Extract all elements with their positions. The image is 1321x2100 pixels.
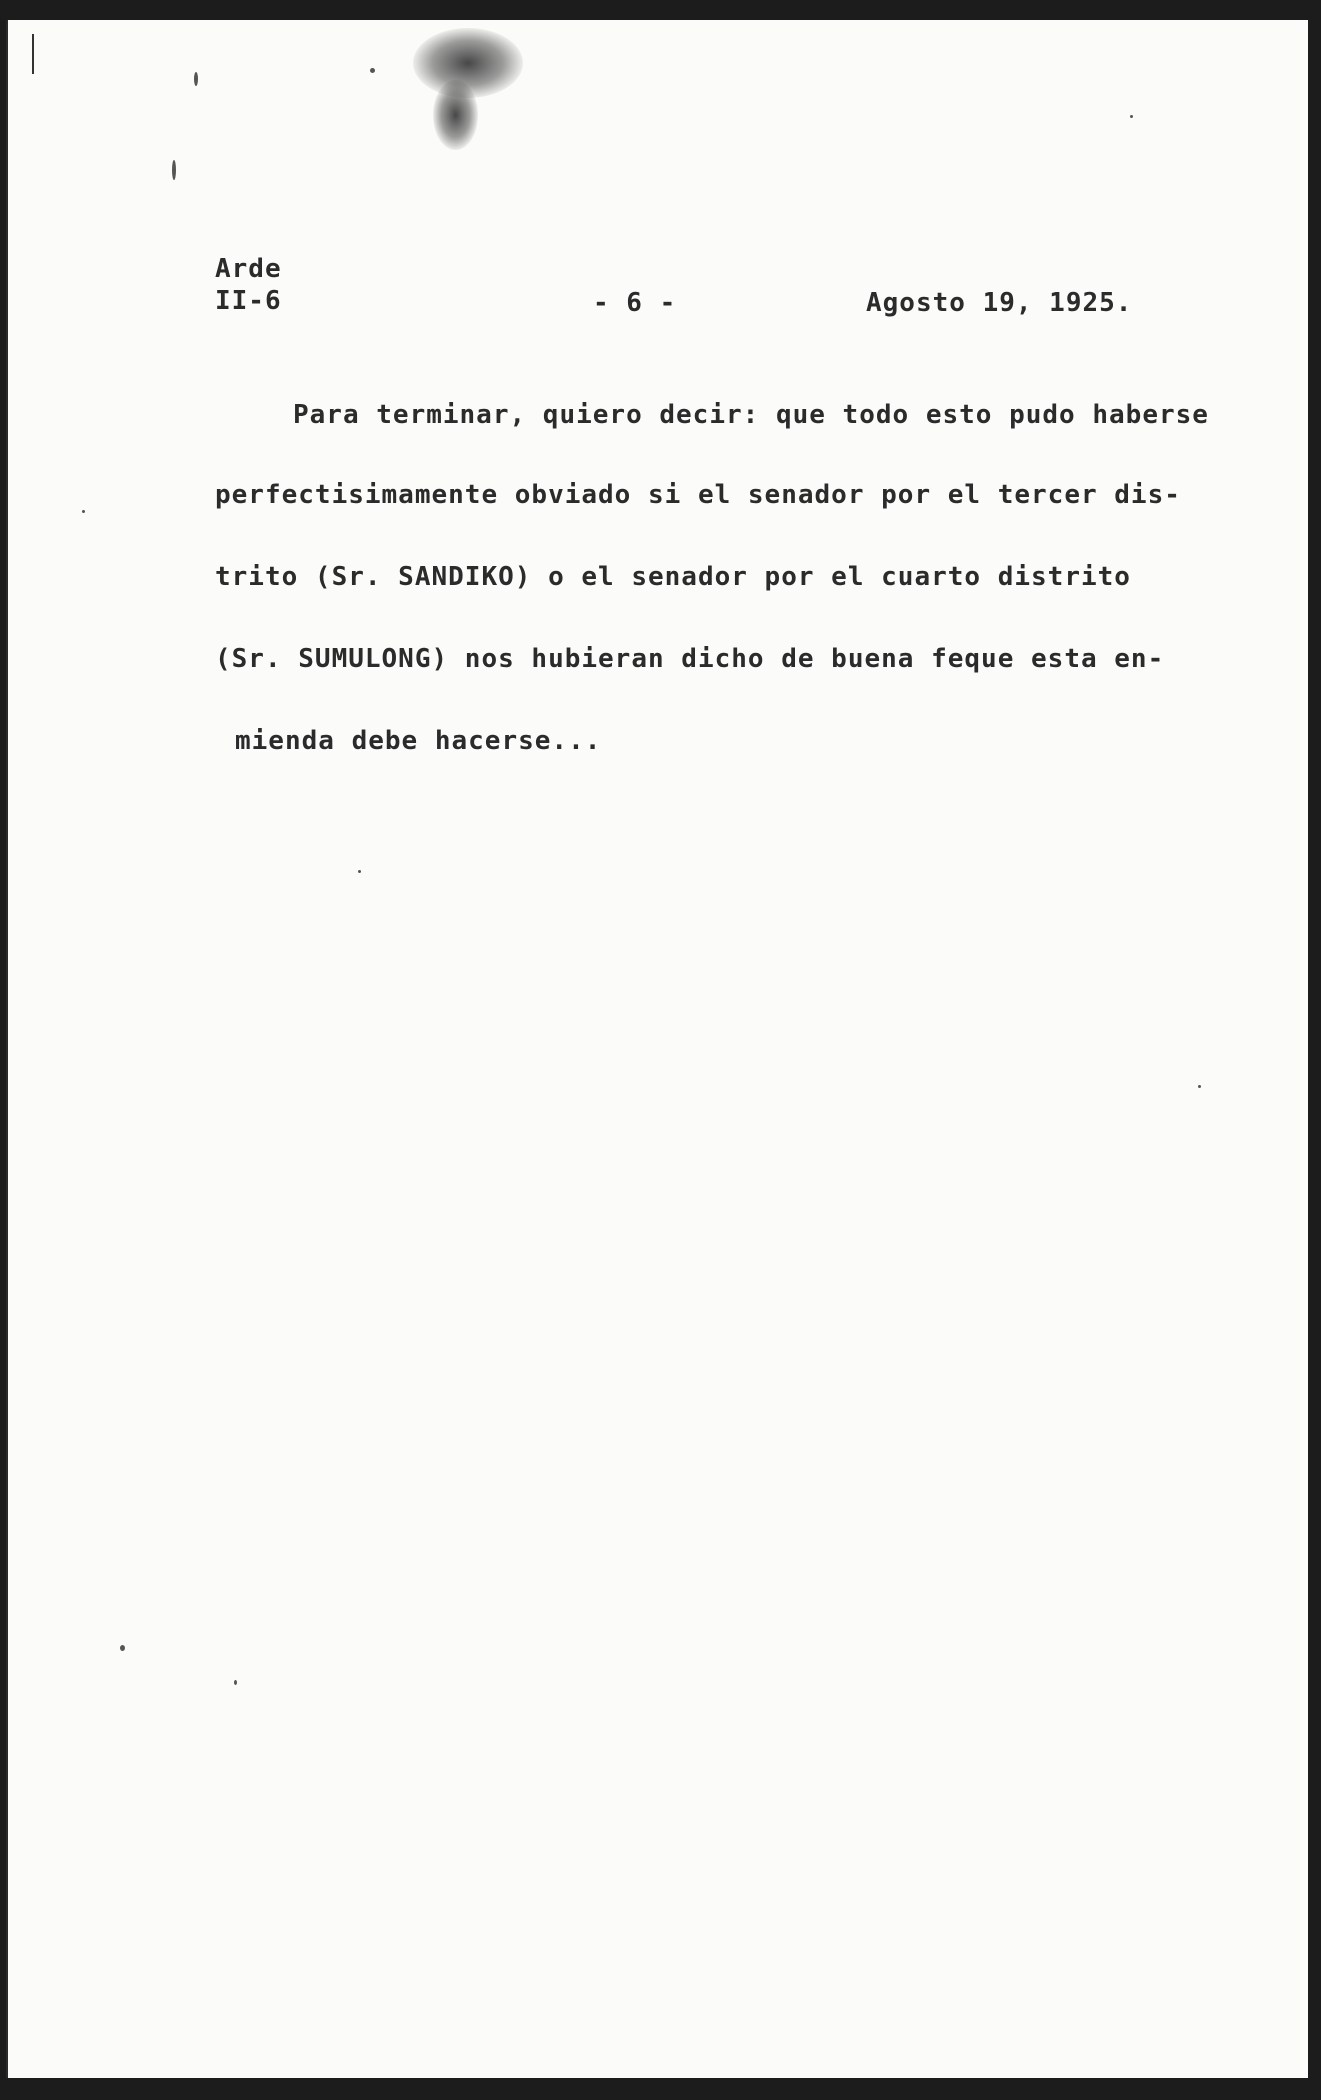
paragraph-line-5: mienda debe hacerse... (235, 726, 602, 756)
document-date: Agosto 19, 1925. (866, 288, 1133, 318)
speck (370, 68, 375, 73)
reference-code-line-2: II-6 (215, 286, 282, 316)
speck (1198, 1085, 1201, 1088)
speck (358, 870, 361, 873)
paragraph-line-3: trito (Sr. SANDIKO) o el senador por el cuarto distrito (215, 562, 1131, 592)
paragraph-line-4: (Sr. SUMULONG) nos hubieran dicho de buena feque esta en- (215, 644, 1165, 674)
speck (1130, 115, 1133, 118)
edge-mark (32, 34, 34, 74)
speck (194, 72, 198, 86)
speck (172, 160, 176, 180)
paragraph-line-2: perfectisimamente obviado si el senador por el tercer dis- (215, 480, 1181, 510)
page-number: - 6 - (593, 288, 677, 318)
speck (120, 1645, 125, 1651)
typewritten-page (6, 20, 1308, 2078)
paragraph-line-1: Para terminar, quiero decir: que todo esto pudo haberse (293, 400, 1209, 430)
reference-code-line-1: Arde (215, 254, 282, 284)
ink-smudge (433, 80, 478, 150)
speck (234, 1680, 237, 1685)
speck (82, 510, 85, 513)
